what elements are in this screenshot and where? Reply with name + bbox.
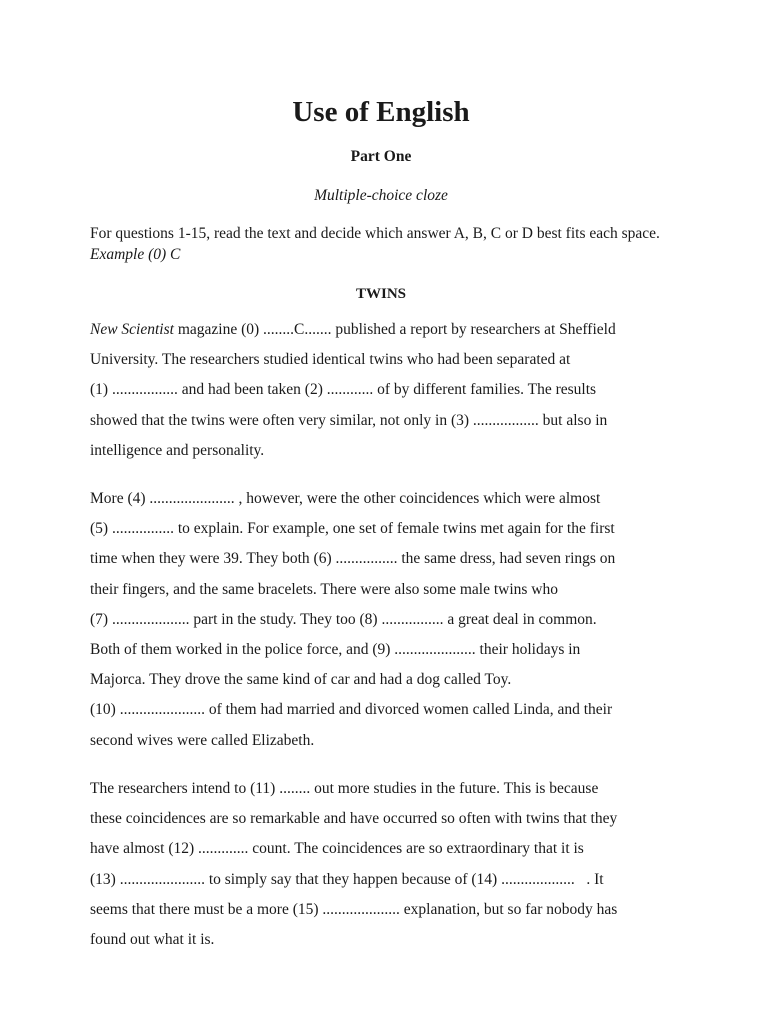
paragraph-line: intelligence and personality. <box>90 441 265 459</box>
instructions-example: Example (0) C <box>90 246 181 263</box>
paragraph-line: have almost (12) ............. count. The coincidences are so extraordinary that it is <box>90 840 584 858</box>
paragraph-line: (7) .................... part in the study. They too (8) ................ a great deal in common. <box>90 610 597 628</box>
paragraph-line: University. The researchers studied identical twins who had been separated at <box>90 351 571 369</box>
paragraph-line: (5) ................ to explain. For example, one set of female twins met again for the first <box>90 520 615 538</box>
paragraph-line: these coincidences are so remarkable and have occurred so often with twins that they <box>90 810 618 828</box>
paragraph-line: The researchers intend to (11) ........ out more studies in the future. This is because <box>90 780 599 797</box>
paragraph-line: time when they were 39. They both (6) ................ the same dress, had seven rings on <box>90 550 616 568</box>
section-subtitle: Multiple-choice cloze <box>314 187 448 204</box>
paragraph-line: second wives were called Elizabeth. <box>90 731 315 749</box>
paragraph-line: Majorca. They drove the same kind of car and had a dog called Toy. <box>90 671 512 689</box>
paragraph-line: More (4) ...................... , however, were the other coincidences which were almost <box>90 490 601 507</box>
part-label: Part One <box>350 148 412 165</box>
paragraph-line: their fingers, and the same bracelets. There were also some male twins who <box>90 580 558 598</box>
paragraph-line: showed that the twins were often very similar, not only in (3) ................. but also in <box>90 411 608 429</box>
page-title: Use of English <box>292 96 470 128</box>
paragraph-line: Both of them worked in the police force, and (9) ..................... their holidays in <box>90 640 581 658</box>
paragraph-line <box>90 315 672 345</box>
instructions <box>90 223 672 265</box>
paragraph-line: (1) ................. and had been taken (2) ............ of by different families. The results <box>90 381 597 399</box>
magazine-name: New Scientist <box>90 321 174 338</box>
paragraph-1 <box>90 315 672 466</box>
text-heading: TWINS <box>355 286 407 302</box>
paragraph-2 <box>90 484 672 756</box>
paragraph-3 <box>90 774 672 955</box>
paragraph-line: (13) ...................... to simply say that they happen because of (14) ................... . It <box>90 870 604 888</box>
instructions-text: For questions 1-15, read the text and decide which answer A, B, C or D best fits each space. <box>90 225 660 242</box>
paragraph-line: found out what it is. <box>90 930 215 948</box>
paragraph-line: seems that there must be a more (15) .................... explanation, but so far nobody has <box>90 900 618 918</box>
line-text: magazine (0) ........C....... published a report by researchers at Sheffield <box>173 321 616 338</box>
paragraph-line: (10) ...................... of them had married and divorced women called Linda, and their <box>90 701 613 719</box>
